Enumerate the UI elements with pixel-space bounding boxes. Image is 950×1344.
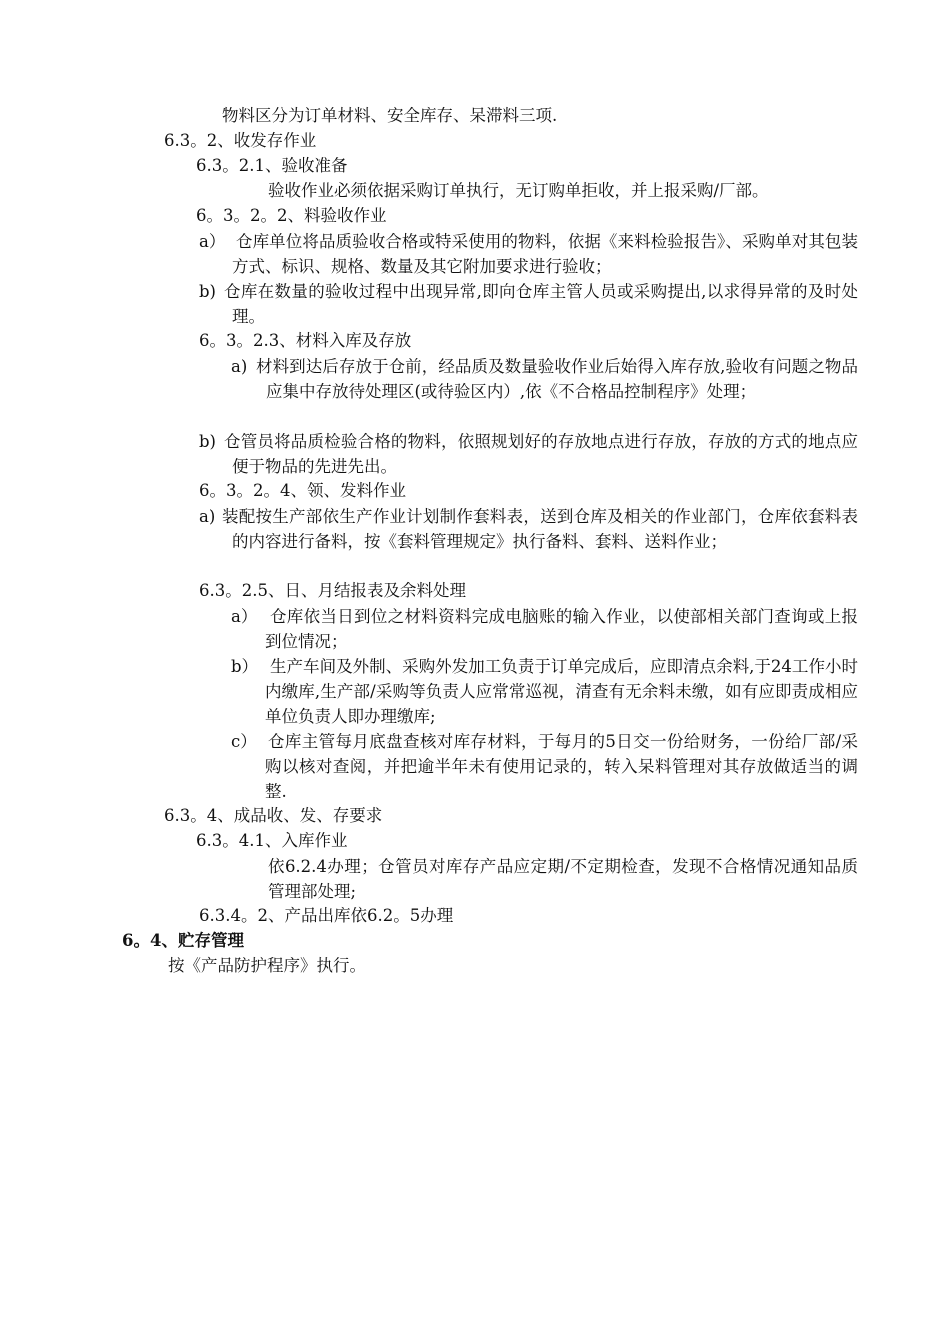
subsection-heading-6-3-2-1: 6.3。2.1、验收准备 (196, 156, 348, 175)
subsection-heading-6-3-2-2: 6。3。2。2、料验收作业 (196, 206, 387, 225)
section-heading-6-3-2: 6.3。2、收发存作业 (164, 131, 317, 150)
list-marker: b） (231, 657, 259, 676)
list-marker: b) (199, 432, 216, 451)
list-marker: b) (199, 282, 216, 301)
list-item: 仓库单位将品质验收合格或特采使用的物料，依据《来料检验报告》、采购单对其包装方式、标识、规格、数量及其它附加要求进行验收； (232, 232, 858, 276)
subsection-heading-6-3-2-5: 6.3。2.5、日、月结报表及余料处理 (199, 581, 466, 600)
list-marker: c） (231, 732, 257, 751)
text-paragraph: 依6.2.4办理；仓管员对库存产品应定期/不定期检查，发现不合格情况通知品质管理部处理; (268, 857, 858, 901)
text-line: 按《产品防护程序》执行。 (168, 956, 366, 975)
list-item: 材料到达后存放于仓前，经品质及数量验收作业后始得入库存放,验收有问题之物品应集中存放待处理区(或待验区内）,依《不合格品控制程序》处理； (256, 357, 858, 401)
text-line: 验收作业必须依据采购订单执行，无订购单拒收，并上报采购/厂部。 (268, 181, 769, 200)
list-marker: a） (231, 607, 258, 626)
subsection-heading-6-3-4-1: 6.3。4.1、入库作业 (196, 831, 348, 850)
section-heading-6-3-4: 6.3。4、成品收、发、存要求 (164, 806, 383, 825)
list-item: 仓管员将品质检验合格的物料，依照规划好的存放地点进行存放，存放的方式的地点应便于物品的先进先出。 (224, 432, 858, 476)
list-item: 仓库依当日到位之材料资料完成电脑账的输入作业，以使部相关部门查询或上报到位情况； (265, 607, 858, 651)
list-marker: a) (231, 357, 248, 376)
subsection-heading-6-3-4-2: 6.3.4。2、产品出库依6.2。5办理 (199, 906, 454, 925)
text-line: 物料区分为订单材料、安全库存、呆滞料三项. (222, 106, 558, 125)
list-marker: a） (199, 232, 226, 251)
list-item: 仓库在数量的验收过程中出现异常,即向仓库主管人员或采购提出,以求得异常的及时处理。 (224, 282, 858, 326)
list-item: 生产车间及外制、采购外发加工负责于订单完成后，应即清点余料,于24工作小时内缴库,生产部/采购等负责人应常常巡视，清查有无余料未缴，如有应即责成相应单位负责人即办理缴库; (265, 657, 858, 726)
list-marker: a) (199, 507, 216, 526)
section-heading-6-4: 6。4、贮存管理 (122, 931, 244, 950)
list-item: 装配按生产部依生产作业计划制作套料表，送到仓库及相关的作业部门，仓库依套料表的内容进行备料，按《套料管理规定》执行备料、套料、送料作业； (222, 507, 858, 551)
list-item: 仓库主管每月底盘查核对库存材料，于每月的5日交一份给财务，一份给厂部/采购以核对查阅，并把逾半年未有使用记录的，转入呆料管理对其存放做适当的调整. (265, 732, 858, 801)
subsection-heading-6-3-2-3: 6。3。2.3、材料入库及存放 (199, 331, 412, 350)
subsection-heading-6-3-2-4: 6。3。2。4、领、发料作业 (199, 481, 406, 500)
